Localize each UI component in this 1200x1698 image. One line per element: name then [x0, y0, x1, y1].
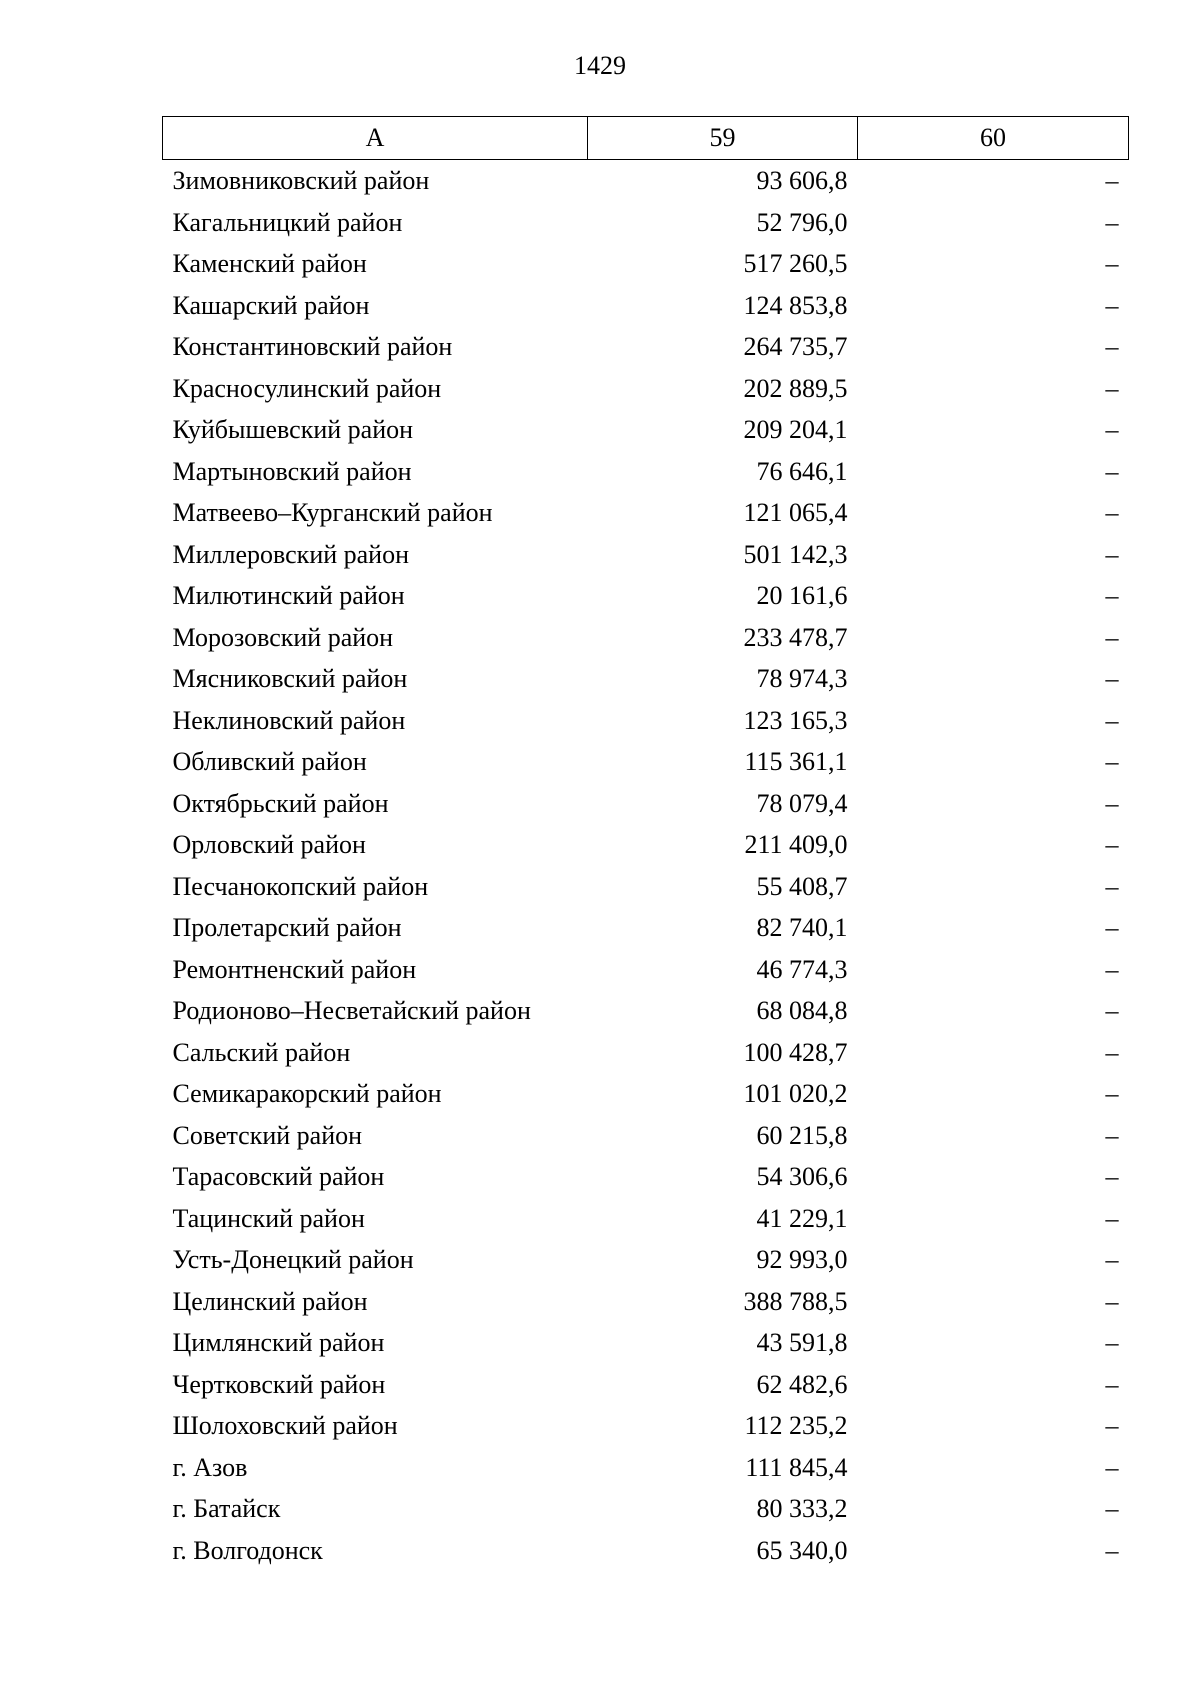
row-name: Шолоховский район: [172, 1411, 398, 1440]
row-name: Кагальницкий район: [172, 207, 403, 237]
row-value-60: –: [1105, 1452, 1119, 1482]
row-name: Цимлянский район: [172, 1328, 385, 1357]
row-value-60: –: [1105, 1203, 1119, 1233]
row-value-59: 202 889,5: [743, 373, 848, 403]
row-name: Кашарский район: [172, 290, 370, 320]
table-row: [163, 617, 1129, 659]
row-value-60: –: [1105, 207, 1119, 237]
table-row: [163, 1156, 1129, 1198]
table-row: [163, 1239, 1129, 1281]
row-value-59: 78 079,4: [756, 788, 848, 818]
row-value-60: –: [1105, 539, 1119, 569]
row-value-60: –: [1105, 1245, 1119, 1274]
row-value-60: –: [1105, 1369, 1119, 1399]
row-value-59: 101 020,2: [743, 1079, 848, 1108]
row-value-60: –: [1105, 1535, 1119, 1565]
table-row: [163, 451, 1129, 493]
row-value-59: 121 065,4: [743, 498, 848, 527]
row-value-60: –: [1105, 415, 1119, 444]
row-value-59: 55 408,7: [756, 871, 848, 901]
row-value-59: 68 084,8: [756, 996, 848, 1025]
row-value-60: –: [1105, 1079, 1119, 1108]
row-value-60: –: [1105, 622, 1119, 652]
row-value-59: 123 165,3: [743, 705, 848, 735]
row-name: Песчанокопский район: [172, 871, 429, 901]
table-row: [163, 949, 1129, 991]
row-value-60: –: [1105, 1328, 1119, 1357]
row-value-59: 76 646,1: [756, 456, 848, 486]
row-value-60: –: [1105, 290, 1119, 320]
row-value-60: –: [1105, 664, 1119, 693]
table-row: [163, 492, 1129, 534]
row-value-60: –: [1105, 1411, 1119, 1440]
row-value-60: –: [1105, 249, 1119, 278]
row-value-60: –: [1105, 954, 1119, 984]
page-number: 1429: [574, 51, 626, 80]
row-name: Ремонтненский район: [172, 954, 417, 984]
table-row: [163, 160, 1129, 202]
row-value-59: 43 591,8: [756, 1328, 848, 1357]
row-name: г. Волгодонск: [172, 1535, 323, 1565]
row-value-59: 82 740,1: [756, 913, 848, 942]
row-name: Милютинский район: [172, 581, 405, 610]
row-name: Чертковский район: [172, 1369, 386, 1399]
row-value-59: 80 333,2: [756, 1494, 848, 1523]
row-value-60: –: [1105, 996, 1119, 1025]
row-value-60: –: [1105, 166, 1119, 195]
row-value-60: –: [1105, 581, 1119, 610]
row-name: Тацинский район: [172, 1203, 365, 1233]
table-row: [163, 1488, 1129, 1530]
table-row: [163, 1198, 1129, 1240]
table-row: [163, 575, 1129, 617]
row-name: Усть-Донецкий район: [172, 1245, 414, 1274]
table-row: [163, 866, 1129, 908]
row-name: г. Батайск: [172, 1494, 281, 1523]
row-value-60: –: [1105, 498, 1119, 527]
row-name: Октябрьский район: [172, 788, 389, 818]
table-row: [163, 326, 1129, 368]
table-row: [163, 1281, 1129, 1323]
row-value-59: 264 735,7: [743, 332, 848, 361]
table-row: [163, 285, 1129, 327]
table-row: [163, 658, 1129, 700]
row-value-59: 65 340,0: [756, 1535, 848, 1565]
row-name: Куйбышевский район: [172, 415, 414, 444]
row-value-60: –: [1105, 913, 1119, 942]
column-header-60: 60: [858, 117, 1129, 160]
row-name: Красносулинский район: [172, 373, 442, 403]
table-row: [163, 1364, 1129, 1406]
row-name: Советский район: [172, 1120, 363, 1150]
row-value-60: –: [1105, 456, 1119, 486]
row-name: Обливский район: [172, 747, 367, 776]
row-name: Родионово–Несветайский район: [172, 996, 531, 1025]
row-name: Неклиновский район: [172, 705, 406, 735]
table-row: [163, 1530, 1129, 1572]
row-value-59: 100 428,7: [743, 1037, 848, 1067]
table-row: [163, 1322, 1129, 1364]
row-value-60: –: [1105, 1286, 1119, 1316]
row-value-60: –: [1105, 332, 1119, 361]
row-name: Мартыновский район: [172, 456, 412, 486]
row-value-59: 46 774,3: [756, 954, 848, 984]
row-name: г. Азов: [172, 1452, 248, 1482]
table-row: [163, 534, 1129, 576]
row-value-60: –: [1105, 1120, 1119, 1150]
table-row: [163, 700, 1129, 742]
row-name: Тарасовский район: [172, 1162, 385, 1191]
row-name: Семикаракорский район: [172, 1079, 442, 1108]
table-row: [163, 1073, 1129, 1115]
row-value-59: 124 853,8: [743, 290, 848, 320]
row-name: Сальский район: [172, 1037, 351, 1067]
row-value-60: –: [1105, 871, 1119, 901]
row-name: Миллеровский район: [172, 539, 410, 569]
row-value-59: 233 478,7: [743, 622, 848, 652]
table-row: [163, 243, 1129, 285]
row-value-59: 501 142,3: [743, 539, 848, 569]
row-value-59: 78 974,3: [756, 664, 848, 693]
row-value-59: 211 409,0: [744, 830, 848, 859]
row-name: Морозовский район: [172, 622, 394, 652]
table-body: [163, 160, 1129, 1572]
table-row: [163, 1115, 1129, 1157]
row-name: Мясниковский район: [172, 664, 408, 693]
row-value-59: 62 482,6: [756, 1369, 848, 1399]
row-value-59: 388 788,5: [743, 1286, 848, 1316]
row-value-59: 41 229,1: [756, 1203, 848, 1233]
table-row: [163, 409, 1129, 451]
row-value-60: –: [1105, 830, 1119, 859]
data-table: [162, 116, 1129, 1571]
table-row: [163, 824, 1129, 866]
table-row: [163, 1447, 1129, 1489]
row-value-59: 111 845,4: [745, 1452, 848, 1482]
row-value-59: 20 161,6: [756, 581, 848, 610]
row-name: Целинский район: [172, 1286, 368, 1316]
header-row: [163, 117, 1129, 160]
row-name: Орловский район: [172, 830, 366, 859]
table-row: [163, 1032, 1129, 1074]
row-name: Матвеево–Курганский район: [172, 498, 493, 527]
table-row: [163, 741, 1129, 783]
table-row: [163, 202, 1129, 244]
table-row: [163, 990, 1129, 1032]
row-value-59: 92 993,0: [756, 1245, 848, 1274]
column-header-a: А: [163, 117, 588, 160]
column-header-59: 59: [588, 117, 858, 160]
row-value-60: –: [1105, 1037, 1119, 1067]
row-value-59: 112 235,2: [744, 1411, 848, 1440]
row-value-59: 115 361,1: [744, 747, 848, 776]
row-name: Константиновский район: [172, 332, 453, 361]
row-name: Пролетарский район: [172, 913, 402, 942]
row-name: Каменский район: [172, 249, 367, 278]
table-row: [163, 1405, 1129, 1447]
row-value-59: 52 796,0: [756, 207, 848, 237]
row-value-60: –: [1105, 1494, 1119, 1523]
table-row: [163, 368, 1129, 410]
row-value-60: –: [1105, 1162, 1119, 1191]
row-value-60: –: [1105, 373, 1119, 403]
row-value-59: 60 215,8: [756, 1120, 848, 1150]
row-value-59: 54 306,6: [756, 1162, 848, 1191]
row-value-59: 517 260,5: [743, 249, 848, 278]
row-value-60: –: [1105, 747, 1119, 776]
row-value-60: –: [1105, 788, 1119, 818]
row-name: Зимовниковский район: [172, 166, 430, 195]
row-value-60: –: [1105, 705, 1119, 735]
row-value-59: 209 204,1: [743, 415, 848, 444]
table-row: [163, 783, 1129, 825]
table-row: [163, 907, 1129, 949]
row-value-59: 93 606,8: [756, 166, 848, 195]
